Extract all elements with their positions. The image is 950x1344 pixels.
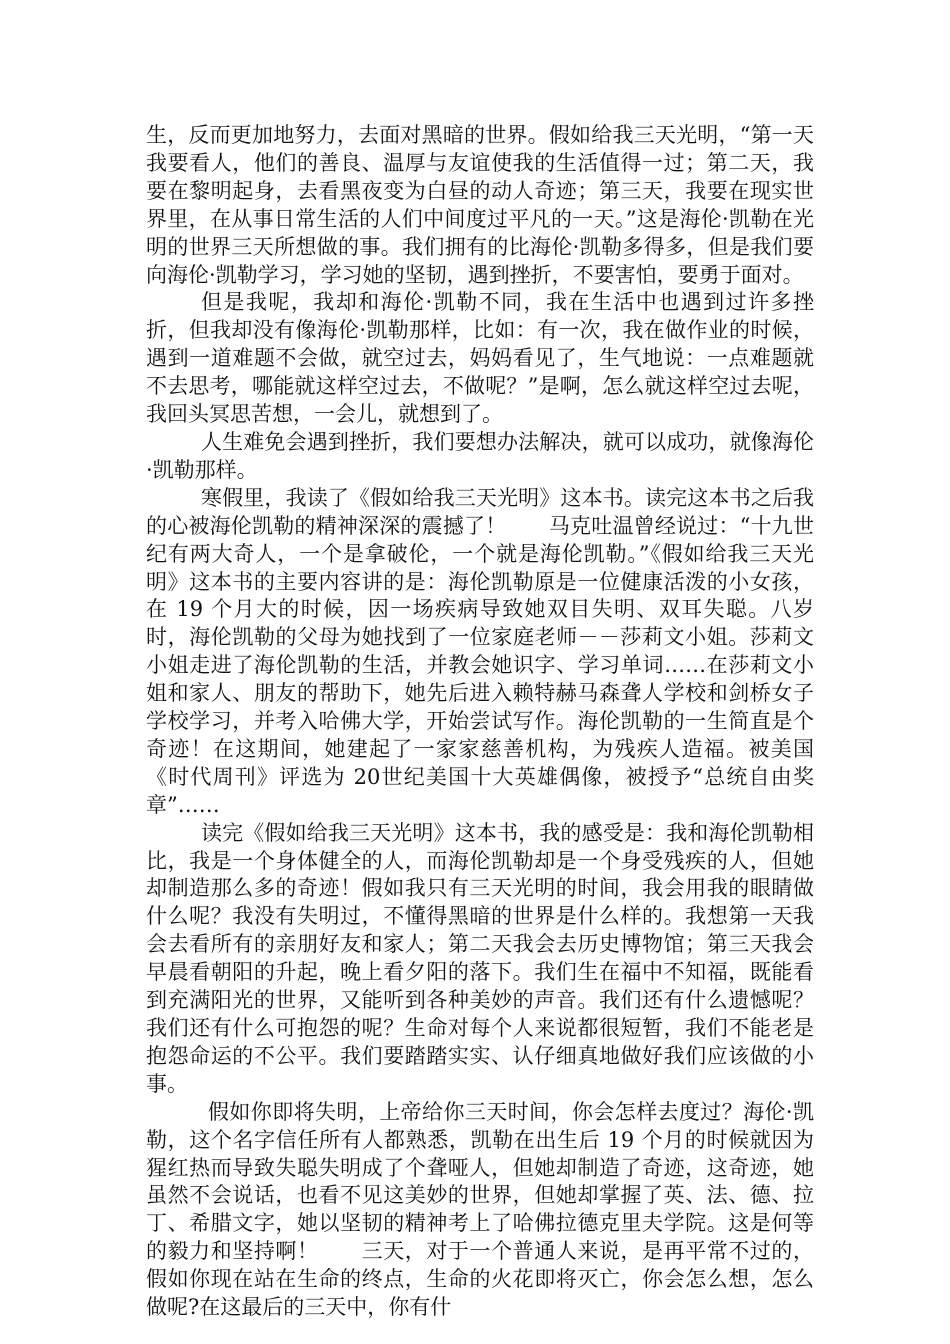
article-body — [146, 122, 814, 1322]
paragraph-5: 读完《假如给我三天光明》这本书，我的感受是：我和海伦凯勒相比，我是一个身体健全的人，而海伦凯勒却是一个身受残疾的人，但她却制造那么多的奇迹！假如我只有三天光明的时间，我会用我的眼睛做什么呢？我没有失明过，不懂得黑暗的世界是什么样的。我想第一天我会去看所有的亲朋好友和家人；第二天我会去历史博物馆；第三天我会早晨看朝阳的升起，晚上看夕阳的落下。我们生在福中不知福，既能看到充满阳光的世界，又能听到各种美妙的声音。我们还有什么遗憾呢？我们还有什么可抱怨的呢？生命对每个人来说都很短暂，我们不能老是抱怨命运的不公平。我们要踏踏实实、认仔细真地做好我们应该做的小事。 — [146, 820, 814, 1096]
paragraph-1: 生，反而更加地努力，去面对黑暗的世界。假如给我三天光明，“第一天我要看人，他们的善良、温厚与友谊使我的生活值得一过；第二天，我要在黎明起身，去看黑夜变为白昼的动人奇迹；第三天，我要在现实世界里，在从事日常生活的人们中间度过平凡的一天。”这是海伦·凯勒在光明的世界三天所想做的事。我们拥有的比海伦·凯勒多得多，但是我们要向海伦·凯勒学习，学习她的坚韧，遇到挫折，不要害怕，要勇于面对。 — [146, 123, 814, 287]
paragraph-2: 但是我呢，我却和海伦·凯勒不同，我在生活中也遇到过许多挫折，但我却没有像海伦·凯勒那样，比如：有一次，我在做作业的时候，遇到一道难题不会做，就空过去，妈妈看见了，生气地说：一点难题就不去思考，哪能就这样空过去，不做呢？”是啊，怎么就这样空过去呢，我回头冥思苦想，一会儿，就想到了。 — [146, 290, 814, 427]
paragraph-3: 人生难免会遇到挫折，我们要想办法解决，就可以成功，就像海伦·凯勒那样。 — [146, 429, 814, 482]
paragraph-4: 寒假里，我读了《假如给我三天光明》这本书。读完这本书之后我的心被海伦凯勒的精神深深的震撼了！ 马克吐温曾经说过：“十九世纪有两大奇人，一个是拿破伦，一个就是海伦凯勒。”《假如给我三天光明》这本书的主要内容讲的是：海伦凯勒原是一位健康活泼的小女孩，在 19 个月大的时候，因一场疾病导致她双目失明、双耳失聪。八岁时，海伦凯勒的父母为她找到了一位家庭老师－－莎莉文小姐。莎莉文小姐走进了海伦凯勒的生活，并教会她识字、学习单词……在莎莉文小姐和家人、朋友的帮助下，她先后进入赖特赫马森聋人学校和剑桥女子学校学习，并考入哈佛大学，开始尝试写作。海伦凯勒的一生简直是个奇迹！在这期间，她建起了一家家慈善机构，为残疾人造福。被美国《时代周刊》评选为 20世纪美国十大英雄偶像，被授予“总统自由奖章”…… — [146, 485, 814, 817]
paragraph-6: 假如你即将失明，上帝给你三天时间，你会怎样去度过？海伦·凯勒，这个名字信任所有人都熟悉，凯勒在出生后 19 个月的时候就因为猩红热而导致失聪失明成了个聋哑人，但她却制造了奇迹，这奇迹，她虽然不会说话，也看不见这美妙的世界，但她却掌握了英、法、德、拉丁、希腊文字，她以坚韧的精神考上了哈佛拉德克里夫学院。这是何等的毅力和坚持啊！ 三天，对于一个普通人来说，是再平常不过的，假如你现在站在生命的终点，生命的火花即将灭亡，你会怎么想，怎么做呢?在这最后的三天中，你有什 — [146, 1099, 814, 1320]
